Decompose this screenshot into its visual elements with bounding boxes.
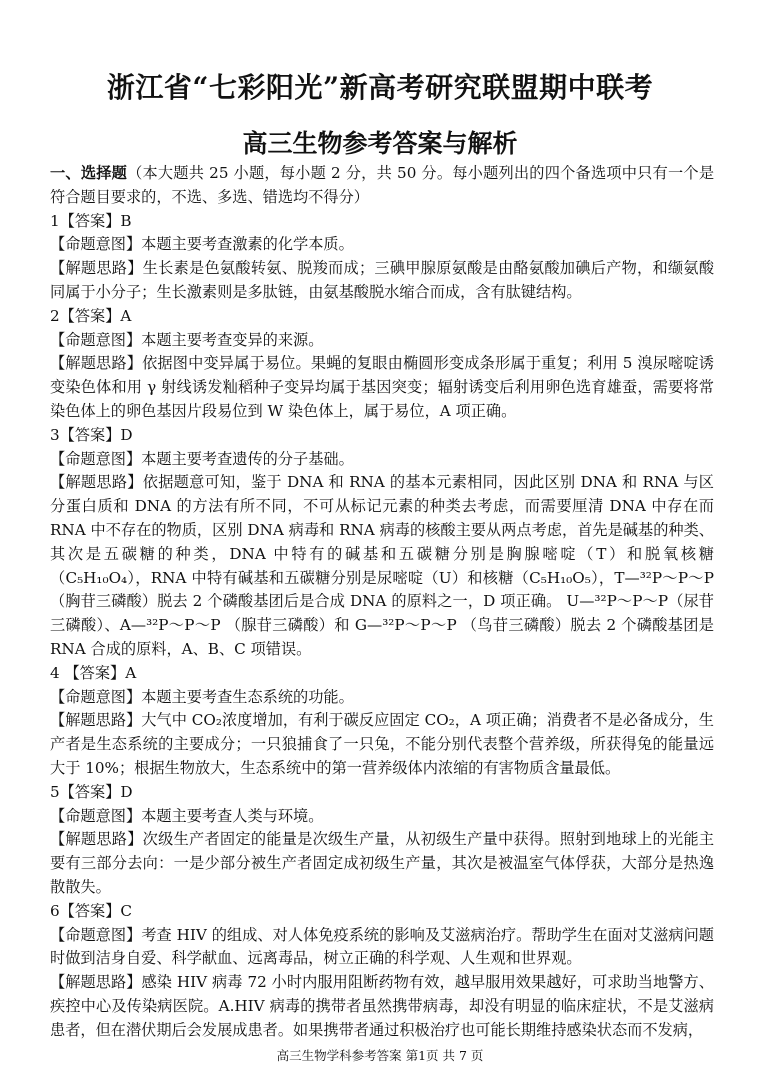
- question-answer: 4 【答案】A: [50, 663, 137, 682]
- question-answer: 5【答案】D: [50, 782, 133, 801]
- question-intent: 【命题意图】本题主要考查激素的化学本质。: [50, 235, 354, 254]
- question-answer: 1【答案】B: [50, 211, 132, 230]
- section-description: （本大题共 25 小题，每小题 2 分，共 50 分。每小题列出的四个备选项中只有一个是符合题目要求的，不选、多选、错选均不得分）: [50, 164, 715, 206]
- section-heading: 一、选择题: [50, 164, 128, 182]
- question-analysis: 【解题思路】生长素是色氨酸转氨、脱羧而成；三碘甲腺原氨酸是由酪氨酸加碘后产物，和缬氨酸同属于小分子；生长激素则是多肽链，由氨基酸脱水缩合而成，含有肽键结构。: [50, 259, 714, 301]
- section-intro: [50, 162, 714, 210]
- question-intent: 【命题意图】本题主要考查遗传的分子基础。: [50, 449, 354, 468]
- question-answer: 2【答案】A: [50, 306, 132, 325]
- document-body: [50, 162, 714, 1042]
- page-footer: 高三生物学科参考答案 第1页 共 7 页: [276, 1048, 484, 1063]
- document-subtitle: 高三生物参考答案与解析: [242, 129, 518, 158]
- question-answer: 6【答案】C: [50, 901, 133, 920]
- question-intent: 【命题意图】考查 HIV 的组成、对人体免疫系统的影响及艾滋病治疗。帮助学生在面对艾滋病问题时做到洁身自爱、科学献血、远离毒品，树立正确的科学观、人生观和世界观。: [50, 925, 714, 968]
- question-analysis: 【解题思路】大气中 CO₂浓度增加，有利于碳反应固定 CO₂，A 项正确；消费者不是必备成分，生产者是生态系统的主要成分；一只狼捕食了一只兔，不能分别代表整个营养级，所获得兔的能量远大于 10%；根据生物放大，生态系统中的第一营养级体内浓缩的有害物质含量最低。: [50, 711, 714, 777]
- question-analysis: 【解题思路】感染 HIV 病毒 72 小时内服用阻断药物有效，越早服用效果越好，可求助当地警方、疾控中心及传染病医院。A.HIV 病毒的携带者虽然携带病毒，却没有明显的临床症状，不是艾滋病患者，但在潜伏期后会发展成患者。如果携带者通过积极治疗也可能长期维持感染状态而不发病，: [50, 973, 714, 1039]
- document-title: 浙江省“七彩阳光”新高考研究联盟期中联考: [106, 71, 654, 104]
- question-intent: 【命题意图】本题主要考查变异的来源。: [50, 330, 324, 349]
- question-answer: 3【答案】D: [50, 425, 133, 444]
- question-analysis: 【解题思路】依据题意可知，鉴于 DNA 和 RNA 的基本元素相同，因此区别 DNA 和 RNA 与区分蛋白质和 DNA 的方法有所不同，不可从标记元素的种类去考虑，而需要厘清 DNA 中存在而 RNA 中不存在的物质，区别 DNA 病毒和 RNA 病毒的核酸主要从两点考虑，首先是碱基的种类、其次是五碳糖的种类，DNA 中特有的碱基和五碳糖分别是胸腺嘧啶（T）和脱氧核糖（C₅H₁₀O₄），RNA 中特有碱基和五碳糖分别是尿嘧啶（U）和核糖（C₅H₁₀O₅），T—³²P～P～P （胸苷三磷酸）脱去 2 个磷酸基团后是合成 DNA 的原料之一，D 项正确。 U—³²P～P～P（尿苷三磷酸）、A—³²P～P～P （腺苷三磷酸）和 G—³²P～P～P （鸟苷三磷酸）脱去 2 个磷酸基团是 RNA 合成的原料，A、B、C 项错误。: [50, 473, 714, 658]
- question-analysis: 【解题思路】依据图中变异属于易位。果蝇的复眼由椭圆形变成条形属于重复；利用 5 溴尿嘧啶诱变染色体和用 γ 射线诱发籼稻种子变异均属于基因突变；辐射诱变后利用卵色选育雄蚕，需要将常染色体上的卵色基因片段易位到 W 染色体上，属于易位，A 项正确。: [50, 354, 714, 420]
- question-intent: 【命题意图】本题主要考查生态系统的功能。: [50, 687, 354, 706]
- question-analysis: 【解题思路】次级生产者固定的能量是次级生产量，从初级生产量中获得。照射到地球上的光能主要有三部分去向：一是少部分被生产者固定成初级生产量，其次是被温室气体俘获，大部分是热逸散散失。: [50, 830, 714, 896]
- question-intent: 【命题意图】本题主要考查人类与环境。: [50, 806, 324, 825]
